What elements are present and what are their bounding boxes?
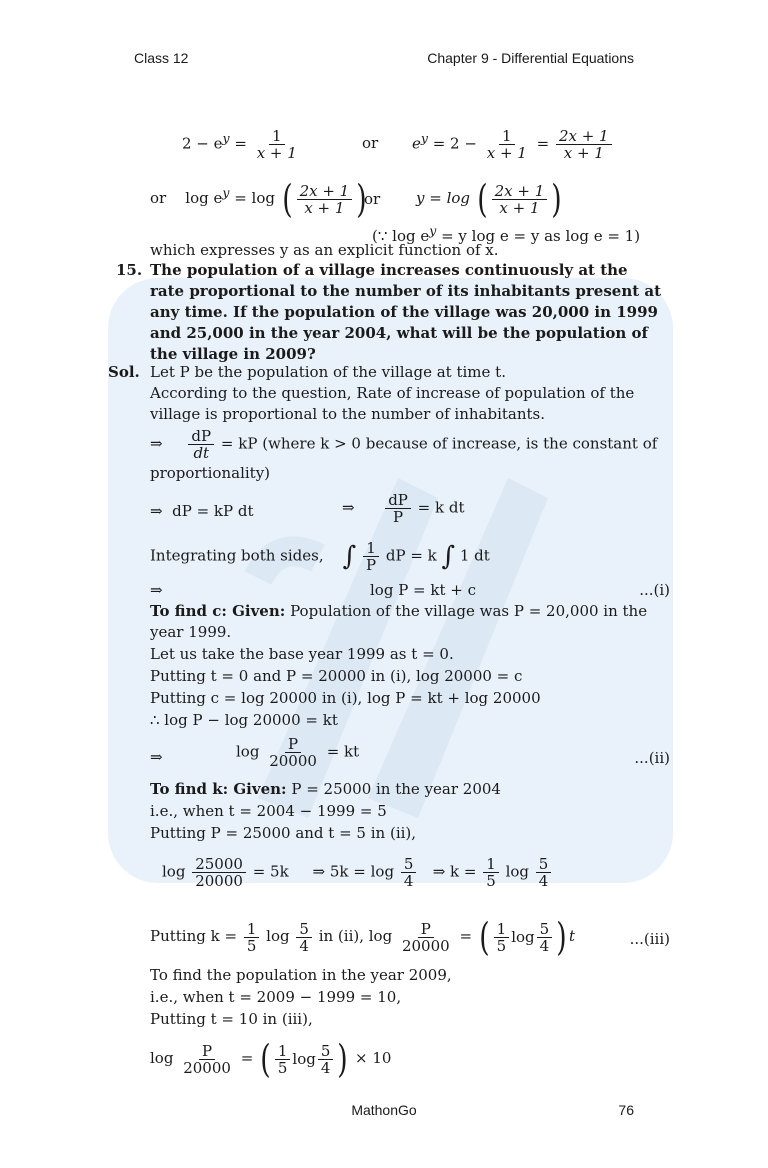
sol-line-2: According to the question, Rate of increase of population of the — [150, 384, 635, 402]
since-note: (∵ $\log e^y = y$ log e = y as log e = 1) — [372, 223, 641, 245]
f-line-3: Putting t = 10 in (iii), — [150, 1010, 313, 1028]
sol-line-7: Integrating both sides, ∫ $\frac{1}{P}$ dP = k ∫ 1 dt — [150, 539, 490, 574]
sol-line-1: Let P be the population of the village at time t. — [150, 363, 506, 381]
sol-line-5: proportionality) — [150, 464, 271, 482]
c-line-4: Putting t = 0 and P = 20000 in (i), log 20000 = c — [150, 667, 523, 685]
header-chapter: Chapter 9 - Differential Equations — [427, 50, 634, 66]
eq-line-2b: y = log ( $\frac{2x + 1}{x + 1}$ ) — [416, 177, 562, 221]
question-line-4: and 25,000 in the year 2004, what will be the population of — [150, 324, 648, 342]
c-line-5: Putting c = log 20000 in (i), log P = kt + log 20000 — [150, 689, 541, 707]
sol-arrow-8: ⇒ — [150, 581, 163, 599]
ref-i: ...(i) — [639, 581, 670, 599]
sol-line-8: log P = kt + c — [370, 581, 477, 599]
question-number: 15. — [116, 261, 143, 279]
footer-brand: MathonGo — [351, 1102, 417, 1118]
c-line-3: Let us take the base year 1999 as t = 0. — [150, 645, 454, 663]
k-line-1: To find k: Given: P = 25000 in the year 2004 — [150, 780, 501, 798]
eq-line-1b: $e^y = 2$ − $\frac{1}{x + 1}$ = $\frac{2x + 1}{x + 1}$ — [412, 128, 614, 161]
ref-ii: ...(ii) — [634, 749, 670, 767]
c-line-6: ∴ log P − log 20000 = kt — [150, 711, 338, 729]
question-line-5: the village in 2009? — [150, 345, 316, 363]
f-line-4: log $\frac{P}{20000}$ = ( $\frac{1}{5}$ log $\frac{5}{4}$ ) × 10 — [150, 1037, 392, 1081]
sol-line-3: village is proportional to the number of inhabitants. — [150, 405, 546, 423]
c-line-1: To find c: Given: Population of the village was P = 20,000 in the — [150, 602, 648, 620]
p-line-1: Putting k = $\frac{1}{5}$ log $\frac{5}{4}$ in (ii), log $\frac{P}{20000}$ = ( $\frac{1}{5}$ log $\frac{5}{4}$ ) t — [150, 915, 576, 959]
c-line-7: log $\frac{P}{20000}$ = kt — [236, 735, 360, 770]
eq-or-2: or — [364, 190, 381, 208]
explicit-note: which expresses y as an explicit function of x. — [150, 241, 499, 259]
sol-label: Sol. — [108, 363, 140, 381]
eq-line-1: $2 - e^y$ = $\frac{1}{x + 1}$ — [182, 127, 297, 162]
sol-line-4: ⇒ $\frac{dP}{dt}$ = kP (where k > 0 because of increase, is the constant of — [150, 427, 658, 462]
question-line-2: rate proportional to the number of its inhabitants present at — [150, 282, 662, 300]
question-line-3: any time. If the population of the village was 20,000 in 1999 — [150, 303, 658, 321]
c-arrow-7: ⇒ — [150, 748, 163, 766]
k-line-4: log $\frac{25000}{20000}$ = 5k ⇒ 5k = log $\frac{5}{4}$ ⇒ k = $\frac{1}{5}$ log $\frac{5}{4}$ — [162, 856, 553, 889]
question-line-1: The population of a village increases continuously at the — [150, 261, 628, 279]
ref-iii: ...(iii) — [629, 930, 670, 948]
page-number: 76 — [618, 1102, 634, 1118]
f-line-2: i.e., when t = 2009 − 1999 = 10, — [150, 988, 402, 1006]
eq-line-2: or $\log e^y = \log$ ( $\frac{2x + 1}{x + 1}$ ) — [150, 177, 367, 221]
sol-line-6b: ⇒ $\frac{dP}{P}$ = k dt — [342, 491, 465, 526]
k-line-2: i.e., when t = 2004 − 1999 = 5 — [150, 802, 387, 820]
header-class: Class 12 — [134, 50, 189, 66]
eq-or-1: or — [362, 134, 379, 152]
k-line-3: Putting P = 25000 and t = 5 in (ii), — [150, 824, 417, 842]
c-line-2: year 1999. — [150, 623, 232, 641]
sol-line-6: ⇒ dP = kP dt — [150, 502, 254, 520]
f-line-1: To find the population in the year 2009, — [150, 966, 452, 984]
